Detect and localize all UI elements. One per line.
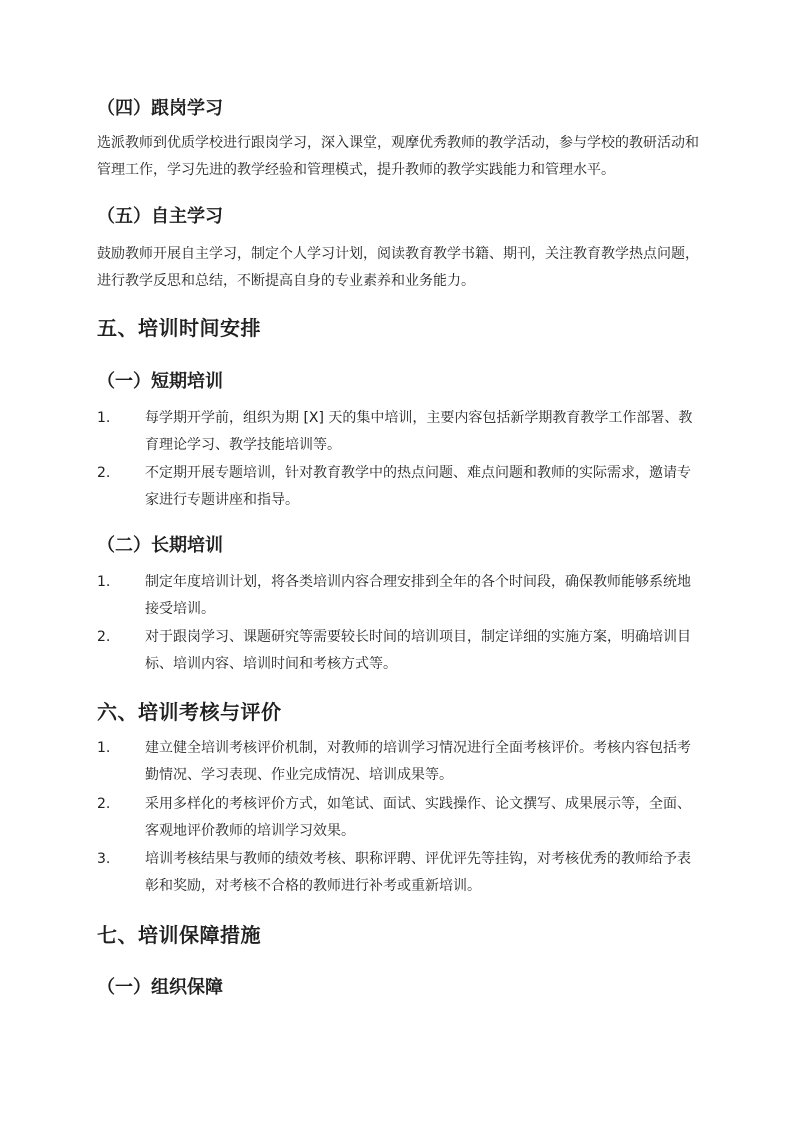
list-item xyxy=(97,569,702,623)
list-item-number: 1. xyxy=(97,574,111,590)
section-body-job-shadowing: 选派教师到优质学校进行跟岗学习，深入课堂，观摩优秀教师的教学活动，参与学校的教研活动和管理工作，学习先进的教学经验和管理模式，提升教师的教学实践能力和管理水平。 xyxy=(97,135,699,178)
subheading-organizational-safeguard: （一）组织保障 xyxy=(97,977,223,998)
part-heading-training-schedule: 五、培训时间安排 xyxy=(97,316,261,340)
part-heading-safeguards: 七、培训保障措施 xyxy=(97,923,261,947)
list-item-number: 1. xyxy=(97,410,111,426)
list-item-text: 培训考核结果与教师的绩效考核、职称评聘、评优评先等挂钩，对考核优秀的教师给予表彰和奖励，对考核不合格的教师进行补考或重新培训。 xyxy=(145,851,691,894)
subheading-short-term-training: （一）短期培训 xyxy=(97,371,223,392)
list-item xyxy=(97,405,702,459)
list-item-number: 1. xyxy=(97,740,111,756)
list-item xyxy=(97,460,702,514)
list-item-text: 制定年度培训计划，将各类培训内容合理安排到全年的各个时间段，确保教师能够系统地接受培训。 xyxy=(145,574,691,617)
section-body-self-study: 鼓励教师开展自主学习，制定个人学习计划，阅读教育教学书籍、期刊，关注教育教学热点问题，进行教学反思和总结，不断提高自身的专业素养和业务能力。 xyxy=(97,246,699,289)
list-item-text: 对于跟岗学习、课题研究等需要较长时间的培训项目，制定详细的实施方案，明确培训目标、培训内容、培训时间和考核方式等。 xyxy=(145,629,691,672)
list-item xyxy=(97,846,702,900)
list-item-text: 不定期开展专题培训，针对教育教学中的热点问题、难点问题和教师的实际需求，邀请专家进行专题讲座和指导。 xyxy=(145,465,691,508)
part-heading-assessment: 六、培训考核与评价 xyxy=(97,700,282,724)
list-item-text: 每学期开学前，组织为期 [X] 天的集中培训，主要内容包括新学期教育教学工作部署、教育理论学习、教学技能培训等。 xyxy=(145,410,693,453)
subheading-long-term-training: （二）长期培训 xyxy=(97,535,223,556)
list-item-number: 2. xyxy=(97,796,111,812)
list-item-text: 采用多样化的考核评价方式，如笔试、面试、实践操作、论文撰写、成果展示等，全面、客观地评价教师的培训学习效果。 xyxy=(145,796,691,839)
list-item-number: 2. xyxy=(97,629,111,645)
list-item xyxy=(97,624,702,678)
list-item-text: 建立健全培训考核评价机制，对教师的培训学习情况进行全面考核评价。考核内容包括考勤情况、学习表现、作业完成情况、培训成果等。 xyxy=(145,740,691,783)
list-item xyxy=(97,791,702,845)
list-item-number: 2. xyxy=(97,465,111,481)
list-item-number: 3. xyxy=(97,851,111,867)
list-item xyxy=(97,735,702,789)
section-heading-self-study: （五）自主学习 xyxy=(97,206,223,227)
section-heading-job-shadowing: （四）跟岗学习 xyxy=(97,98,223,119)
